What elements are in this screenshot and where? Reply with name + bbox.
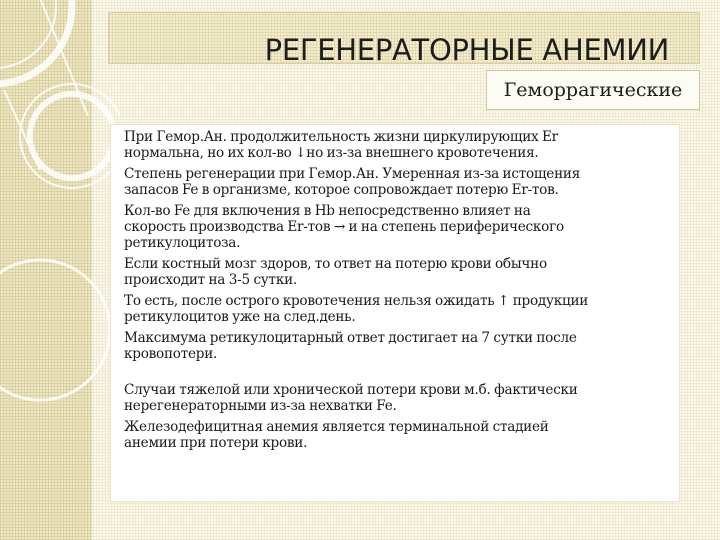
paragraph: Степень регенерации при Гемор.Ан. Умеренная из-за истощения запасов Fe в организме, которое сопровождает потерю Er-тов. xyxy=(124,166,581,198)
title-bar xyxy=(108,12,700,67)
paragraph: То есть, после острого кровотечения нельзя ожидать ↑ продукции ретикулоцитов уже на след.день. xyxy=(124,293,589,325)
paragraph: Максимума ретикулоцитарный ответ достигает на 7 сутки после кровопотери. xyxy=(124,330,577,362)
paragraph: Железодефицитная анемия является терминальной стадией анемии при потери крови. xyxy=(124,419,549,451)
paragraph: При Гемор.Ан. продолжительность жизни циркулирующих Er нормальна, но их кол-во ↓но из-за внешнего кровотечения. xyxy=(124,129,558,161)
subtitle-box xyxy=(486,70,700,110)
page-title: РЕГЕНЕРАТОРНЫЕ АНЕМИИ xyxy=(264,33,669,67)
paragraph: Случаи тяжелой или хронической потери крови м.б. фактически нерегенераторными из-за нехватки Fe. xyxy=(124,382,578,414)
paragraph: Если костный мозг здоров, то ответ на потерю крови обычно происходит на 3-5 сутки. xyxy=(124,256,547,288)
swirl-decoration xyxy=(0,0,120,540)
paragraph: Кол-во Fe для включения в Hb непосредственно влияет на скорость производства Er-тов → и на степень периферического ретикулоцитоза. xyxy=(124,203,564,251)
subtitle: Геморрагические xyxy=(503,79,683,101)
content-panel xyxy=(110,124,680,502)
